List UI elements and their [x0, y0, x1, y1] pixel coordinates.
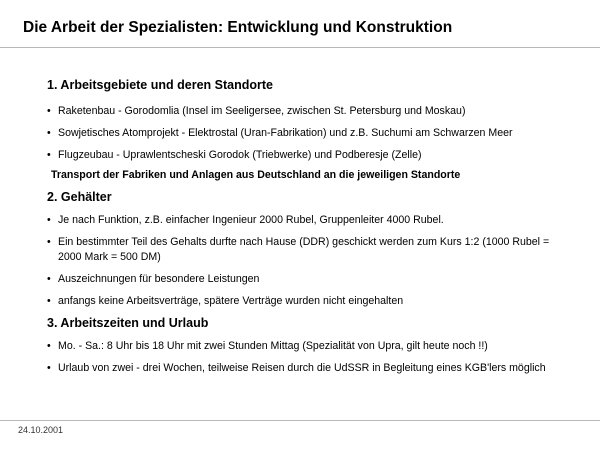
bullet-item — [47, 272, 567, 287]
bullet-dot: • — [47, 340, 51, 352]
bullet-dot: • — [47, 273, 51, 285]
bullet-text: Ein bestimmter Teil des Gehalts durfte nach Hause (DDR) geschickt werden zum Kurs 1:2 (1000 Rubel = 2000 Mark = 500 DM) — [58, 236, 550, 263]
bullet-item — [47, 126, 567, 141]
section-heading-gehaelter: 2. Gehälter — [47, 190, 112, 204]
bullet-item — [47, 361, 567, 376]
bullet-dot: • — [47, 105, 51, 117]
bullet-item — [47, 339, 567, 354]
bullet-dot: • — [47, 236, 51, 248]
bullet-text: Mo. - Sa.: 8 Uhr bis 18 Uhr mit zwei Stunden Mittag (Spezialität von Upra, gilt heute noch !!) — [58, 340, 488, 352]
bullet-text: Auszeichnungen für besondere Leistungen — [58, 273, 260, 285]
bullet-text: Sowjetisches Atomprojekt - Elektrostal (Uran-Fabrikation) und z.B. Suchumi am Schwarzen Meer — [58, 127, 513, 139]
footer-date: 24.10.2001 — [18, 425, 64, 435]
section-heading-arbeitsgebiete: 1. Arbeitsgebiete und deren Standorte — [47, 78, 273, 92]
bullet-dot: • — [47, 127, 51, 139]
footer-divider — [0, 420, 600, 421]
bullet-item — [47, 104, 567, 119]
title-divider — [0, 47, 600, 48]
bullet-dot: • — [47, 362, 51, 374]
bullet-item — [47, 235, 567, 265]
bullet-item — [47, 294, 567, 309]
transport-note: Transport der Fabriken und Anlagen aus Deutschland an die jeweiligen Standorte — [51, 169, 461, 181]
bullet-dot: • — [47, 214, 51, 226]
slide-title: Die Arbeit der Spezialisten: Entwicklung und Konstruktion — [23, 19, 453, 36]
bullet-text: Flugzeubau - Uprawlentscheski Gorodok (Triebwerke) und Podberesje (Zelle) — [58, 149, 422, 161]
bullet-item — [47, 213, 567, 228]
bullet-dot: • — [47, 295, 51, 307]
bullet-text: Raketenbau - Gorodomlia (Insel im Seeligersee, zwischen St. Petersburg und Moskau) — [58, 105, 466, 117]
bullet-text: Urlaub von zwei - drei Wochen, teilweise Reisen durch die UdSSR in Begleitung eines KGB'lers möglich — [58, 362, 546, 374]
bullet-text: anfangs keine Arbeitsverträge, spätere Verträge wurden nicht eingehalten — [58, 295, 404, 307]
section-heading-arbeitszeiten: 3. Arbeitszeiten und Urlaub — [47, 316, 209, 330]
bullet-text: Je nach Funktion, z.B. einfacher Ingenieur 2000 Rubel, Gruppenleiter 4000 Rubel. — [58, 214, 444, 226]
bullet-dot: • — [47, 149, 51, 161]
bullet-item — [47, 148, 567, 163]
